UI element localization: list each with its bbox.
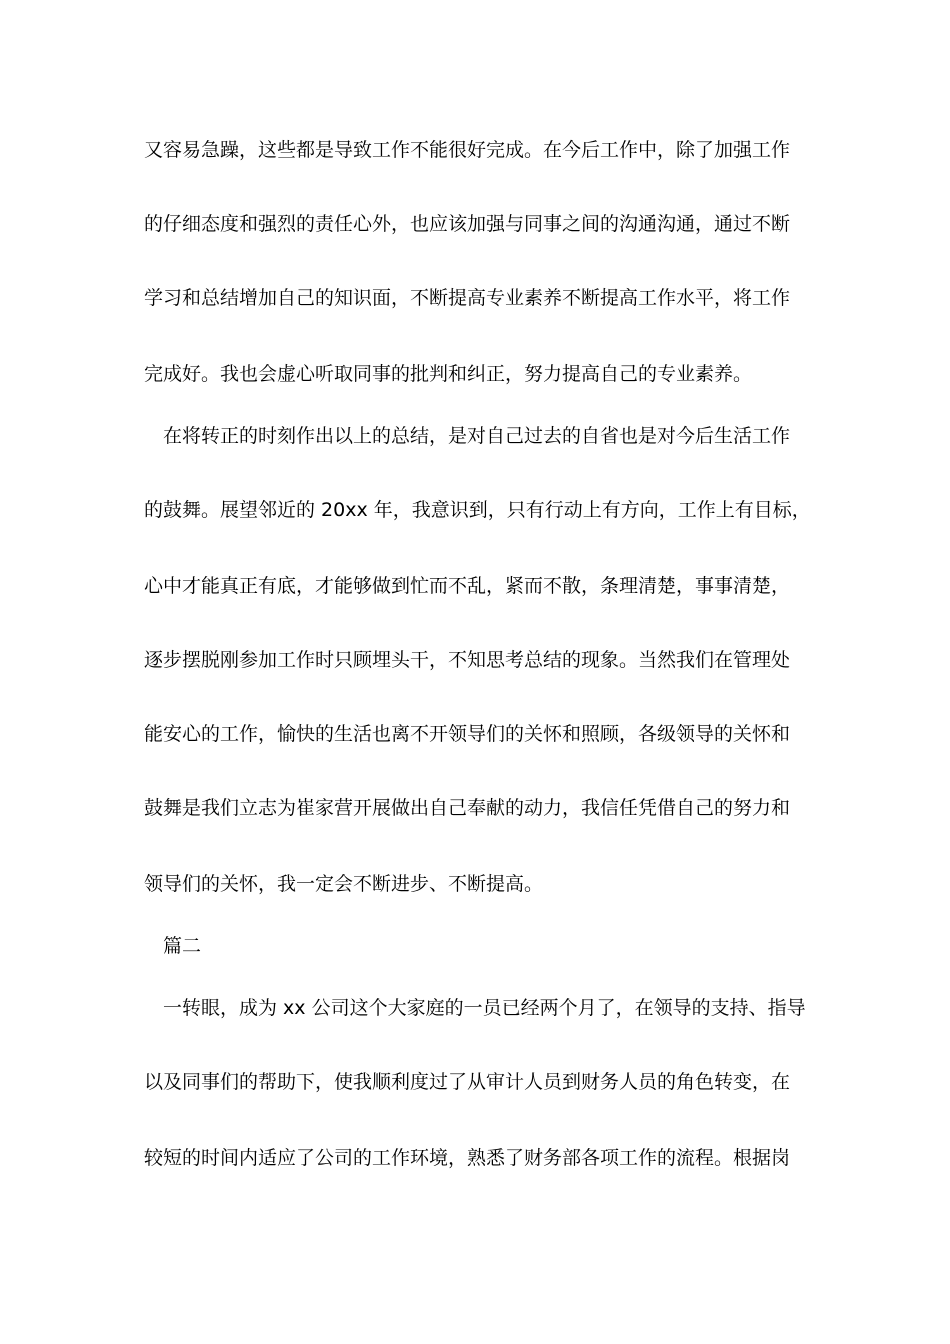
paragraph-line: 鼓舞是我们立志为崔家营开展做出自己奉献的动力，我信任凭借自己的努力和 (144, 797, 791, 819)
paragraph-line: 能安心的工作，愉快的生活也离不开领导们的关怀和照顾，各级领导的关怀和 (144, 723, 791, 745)
paragraph-line: 逐步摆脱刚参加工作时只顾埋头干，不知思考总结的现象。当然我们在管理处 (144, 649, 791, 671)
paragraph-line: 学习和总结增加自己的知识面，不断提高专业素养不断提高工作水平，将工作 (144, 287, 791, 309)
paragraph-line: 的仔细态度和强烈的责任心外，也应该加强与同事之间的沟通沟通，通过不断 (144, 213, 791, 235)
paragraph-line: 在将转正的时刻作出以上的总结，是对自己过去的自省也是对今后生活工作 (163, 425, 791, 447)
section-heading: 篇二 (163, 935, 202, 957)
paragraph-line: 领导们的关怀，我一定会不断进步、不断提高。 (144, 873, 544, 895)
paragraph-line: 心中才能真正有底，才能够做到忙而不乱，紧而不散，条理清楚，事事清楚， (144, 575, 791, 597)
paragraph-line: 以及同事们的帮助下，使我顺利度过了从审计人员到财务人员的角色转变，在 (144, 1071, 791, 1093)
paragraph-line: 又容易急躁，这些都是导致工作不能很好完成。在今后工作中，除了加强工作 (144, 139, 791, 161)
paragraph-line: 完成好。我也会虚心听取同事的批判和纠正，努力提高自己的专业素养。 (144, 363, 753, 385)
paragraph-line: 一转眼，成为 xx 公司这个大家庭的一员已经两个月了，在领导的支持、指导 (163, 997, 806, 1019)
paragraph-line: 较短的时间内适应了公司的工作环境，熟悉了财务部各项工作的流程。根据岗 (144, 1147, 791, 1169)
paragraph-line: 的鼓舞。展望邻近的 20xx 年，我意识到，只有行动上有方向，工作上有目标， (144, 499, 811, 521)
